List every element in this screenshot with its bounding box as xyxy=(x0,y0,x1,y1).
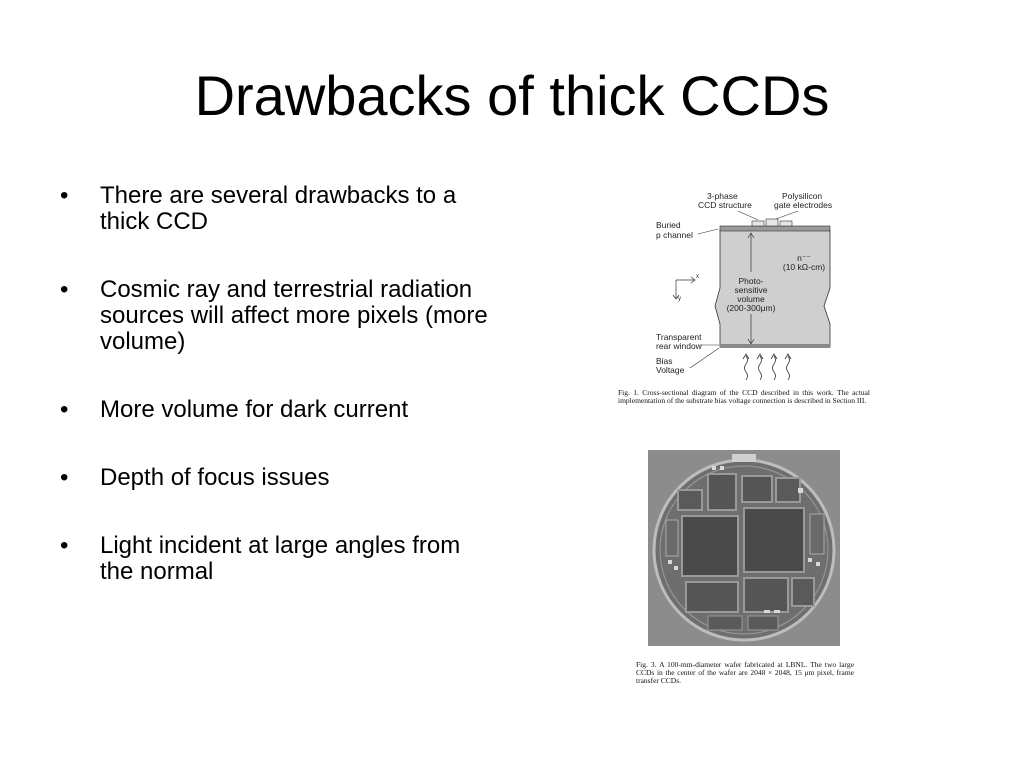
label-sensitive: sensitive xyxy=(734,285,768,295)
large-ccd xyxy=(744,508,804,572)
label-volume: volume xyxy=(737,294,765,304)
bullet-text: Cosmic ray and terrestrial radiation sources will affect more pixels (more volume) xyxy=(100,276,488,355)
bullet-item xyxy=(60,397,490,423)
figure-2-caption: Fig. 3. A 100-mm-diameter wafer fabricated at LBNL. The two large CCDs in the center of the wafer are 2048 × 2048, 15 μm pixel, frame transfer CCDs. xyxy=(636,660,854,685)
large-ccd xyxy=(682,516,738,576)
label-rear-window: rear window xyxy=(656,341,702,351)
bullet-item xyxy=(60,183,490,235)
label-n-minus: n⁻⁻ xyxy=(797,253,811,263)
label-voltage: Voltage xyxy=(656,365,685,375)
bullet-item xyxy=(60,465,490,491)
gate-electrode xyxy=(752,221,764,226)
gate-electrode xyxy=(766,219,778,226)
bullet-marker: • xyxy=(60,464,69,491)
rear-window-layer xyxy=(720,344,830,348)
incident-light-arrows xyxy=(743,354,791,380)
label-p-channel: p channel xyxy=(656,230,693,240)
bullet-list xyxy=(60,183,490,627)
label-thickness: (200-300μm) xyxy=(726,303,776,313)
device-substrate xyxy=(715,230,830,347)
bullet-text: There are several drawbacks to a thick CCD xyxy=(100,182,457,235)
bullet-marker: • xyxy=(60,396,69,423)
bullet-text: Light incident at large angles from the normal xyxy=(100,532,461,585)
gate-electrode xyxy=(780,221,792,226)
ccd-cross-section-diagram xyxy=(618,188,873,388)
label-three-phase: 3-phase xyxy=(707,191,738,201)
label-gate-electrodes: gate electrodes xyxy=(774,200,833,210)
label-bias: Bias xyxy=(656,356,673,366)
bullet-marker: • xyxy=(60,182,69,209)
label-transparent: Transparent xyxy=(656,332,702,342)
label-photo: Photo- xyxy=(738,276,764,286)
bullet-text: Depth of focus issues xyxy=(100,464,330,491)
axis-x-label: x xyxy=(696,274,699,280)
label-ccd-structure: CCD structure xyxy=(698,200,752,210)
wafer-photo xyxy=(648,450,861,651)
bullet-text: More volume for dark current xyxy=(100,396,409,423)
figure-1-caption: Fig. 1. Cross-sectional diagram of the CCD described in this work. The actual implementation of the substrate bias voltage connection is described in Section III. xyxy=(618,388,870,405)
wafer-photo-figure xyxy=(636,450,861,685)
bullet-marker: • xyxy=(60,532,69,559)
slide-title: Drawbacks of thick CCDs xyxy=(194,64,830,127)
label-buried: Buried xyxy=(656,220,681,230)
bullet-marker: • xyxy=(60,276,69,303)
label-resistivity: (10 kΩ-cm) xyxy=(782,262,826,272)
bullet-item xyxy=(60,277,490,355)
label-polysilicon: Polysilicon xyxy=(782,191,823,201)
coordinate-axes xyxy=(673,277,695,299)
bullet-item xyxy=(60,533,490,585)
buried-channel-layer xyxy=(720,226,830,231)
wafer-image xyxy=(648,450,840,646)
axis-y-label: y xyxy=(678,296,681,302)
ccd-cross-section-figure xyxy=(618,188,873,405)
